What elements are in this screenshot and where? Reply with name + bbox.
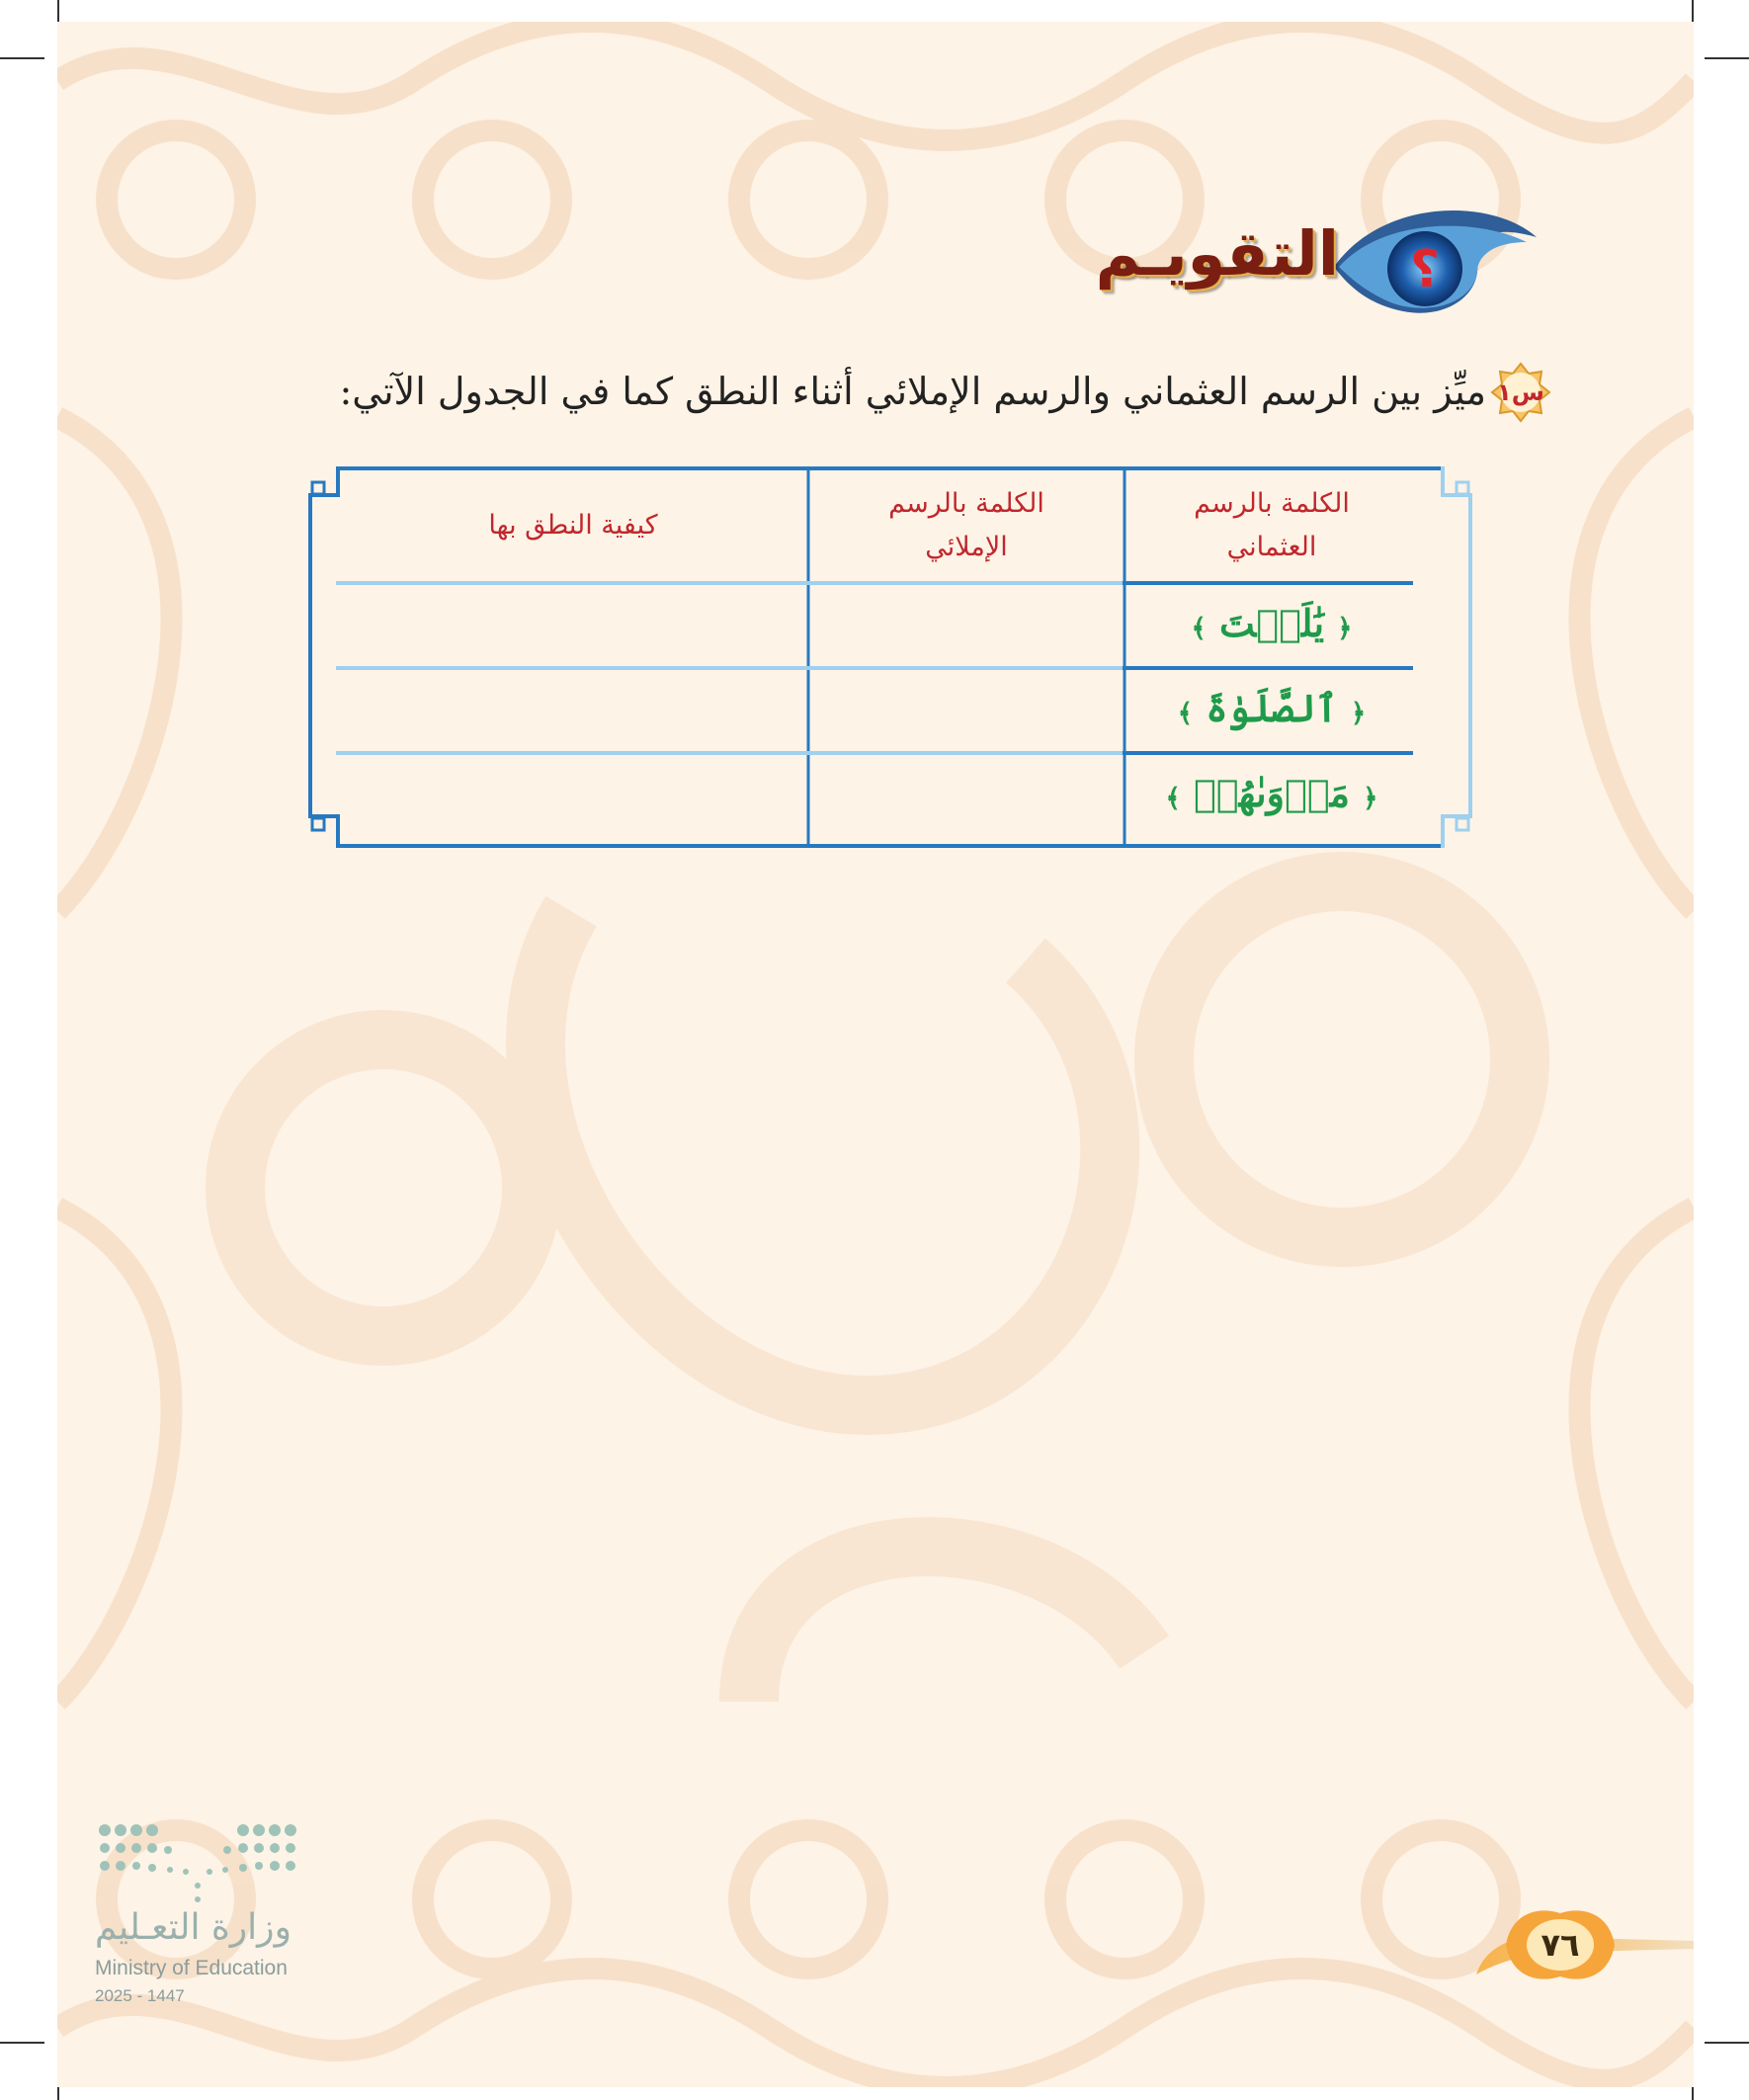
page-number: ٧٦ <box>1541 1926 1580 1964</box>
background-ornament <box>57 22 1694 2087</box>
ayah-open-ornament-icon: ﴿ <box>1337 614 1353 643</box>
header-uthmani <box>1128 482 1415 569</box>
question-text: ميِّز بين الرسم العثماني والرسم الإملائي أثناء النطق كما في الجدول الآتي: <box>339 370 1486 413</box>
crop-mark <box>0 2042 44 2044</box>
uthmani-word: يَٰلَيۡتَ <box>1218 601 1325 645</box>
header-uthmani-line1: الكلمة بالرسم <box>1194 488 1350 519</box>
header-uthmani-line2: العثماني <box>1226 532 1317 562</box>
table-row-1-uthmani <box>1128 601 1415 645</box>
ministry-name-ar: وزارة التعـليم <box>95 1907 292 1948</box>
ministry-name-en: Ministry of Education <box>95 1957 288 1979</box>
ministry-logo-icon <box>95 1820 312 1909</box>
table-row-3-uthmani <box>1128 771 1415 815</box>
table-row-2-uthmani <box>1128 686 1415 730</box>
section-title: التقويـم <box>1095 217 1339 290</box>
uthmani-word: ٱلصَّلَوٰةَ <box>1206 686 1338 730</box>
page-number-block <box>1466 1905 1694 1984</box>
question-badge <box>1490 362 1551 423</box>
ayah-close-ornament-icon: ﴾ <box>1177 699 1193 728</box>
ayah-close-ornament-icon: ﴾ <box>1191 614 1207 643</box>
header-imlai-line1: الكلمة بالرسم <box>888 488 1044 519</box>
section-title-block <box>1095 198 1541 326</box>
header-imlai <box>812 482 1121 569</box>
crop-mark <box>0 57 44 59</box>
ministry-year: 2025 - 1447 <box>95 1986 185 2005</box>
uthmani-word: مَأۡوَىٰهُمۡ <box>1193 771 1350 815</box>
ayah-open-ornament-icon: ﴿ <box>1351 699 1367 728</box>
svg-text:؟: ؟ <box>1409 240 1441 299</box>
header-pronunciation: كيفية النطق بها <box>488 510 658 541</box>
question-badge-label: س١ <box>1497 378 1544 406</box>
comparison-table <box>296 461 1502 856</box>
header-imlai-line2: الإملائي <box>925 532 1008 562</box>
page <box>57 22 1694 2087</box>
ayah-close-ornament-icon: ﴾ <box>1165 784 1181 813</box>
crop-mark <box>1705 2042 1749 2044</box>
ayah-open-ornament-icon: ﴿ <box>1363 784 1378 813</box>
crop-mark <box>1705 57 1749 59</box>
